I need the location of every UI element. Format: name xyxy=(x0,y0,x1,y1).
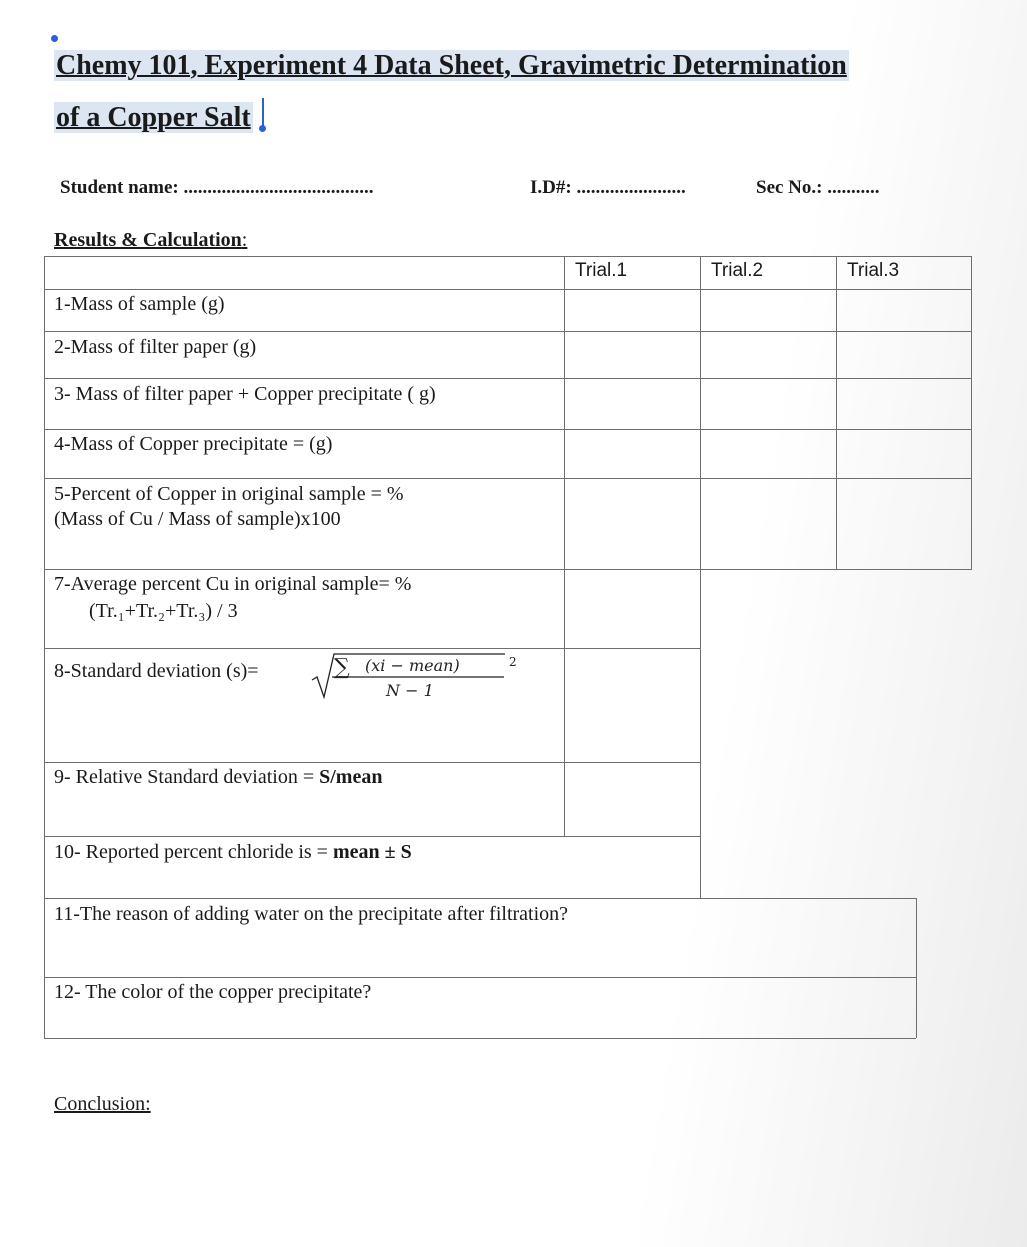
page-title[interactable] xyxy=(54,40,849,144)
table-rule xyxy=(836,256,837,569)
table-rule xyxy=(44,256,45,1038)
formula-exponent: 2 xyxy=(509,655,517,669)
rsd-formula: S/mean xyxy=(319,766,383,788)
reported-percent-label: 10- Reported percent chloride is = xyxy=(54,841,328,863)
standard-deviation-formula xyxy=(310,650,530,702)
row-percent-copper-formula: (Mass of Cu / Mass of sample)x100 xyxy=(54,508,341,530)
table-rule xyxy=(44,378,972,379)
table-rule xyxy=(44,1038,916,1039)
selection-cursor xyxy=(262,98,264,126)
header-trial-2: Trial.2 xyxy=(711,260,764,281)
header-trial-3: Trial.3 xyxy=(847,260,900,281)
row-mass-filter-paper: 2-Mass of filter paper (g) xyxy=(54,336,257,358)
row-relative-standard-deviation xyxy=(54,765,382,789)
table-rule xyxy=(44,289,972,290)
results-heading-text: Results & Calculation xyxy=(54,229,242,251)
reported-percent-formula: mean ± S xyxy=(332,841,412,863)
table-rule xyxy=(44,762,700,763)
row-mass-paper-plus-precipitate: 3- Mass of filter paper + Copper precipitate ( g) xyxy=(54,383,436,405)
table-rule xyxy=(916,898,917,1038)
header-trial-1: Trial.1 xyxy=(575,260,628,281)
section-number-label: Sec No.: ........... xyxy=(756,177,880,198)
row-mass-copper-precipitate: 4-Mass of Copper precipitate = (g) xyxy=(54,433,333,455)
row-standard-deviation: 8-Standard deviation (s)= xyxy=(54,660,259,682)
id-label: I.D#: ....................... xyxy=(530,177,686,198)
row-mass-of-sample: 1-Mass of sample (g) xyxy=(54,293,225,315)
table-rule xyxy=(700,256,701,898)
row-average-percent: 7-Average percent Cu in original sample= % xyxy=(54,573,412,595)
question-11: 11-The reason of adding water on the precipitate after filtration? xyxy=(54,903,569,925)
table-rule xyxy=(44,977,916,978)
results-heading xyxy=(54,229,247,252)
table-rule xyxy=(44,898,916,899)
results-heading-colon: : xyxy=(241,229,248,251)
row-percent-copper: 5-Percent of Copper in original sample = % xyxy=(54,483,404,505)
sigma-symbol: ∑ xyxy=(334,655,350,680)
table-rule xyxy=(44,478,972,479)
formula-numerator: (xi − mean) xyxy=(365,656,460,675)
table-rule xyxy=(44,836,700,837)
rsd-label: 9- Relative Standard deviation = xyxy=(54,766,315,788)
table-rule xyxy=(44,569,972,570)
student-name-label: Student name: ........................................ xyxy=(60,177,374,198)
table-rule xyxy=(564,256,565,836)
table-rule xyxy=(44,256,972,257)
title-line-1: Chemy 101, Experiment 4 Data Sheet, Gravimetric Determination xyxy=(56,50,847,81)
row-reported-percent xyxy=(54,840,412,864)
question-12: 12- The color of the copper precipitate? xyxy=(54,981,372,1003)
conclusion-heading: Conclusion: xyxy=(54,1093,151,1115)
table-rule xyxy=(971,256,972,569)
selection-end-handle[interactable] xyxy=(259,125,266,132)
title-line-2: of a Copper Salt xyxy=(56,102,251,133)
row-average-formula: (Tr.₁+Tr.₂+Tr.₃) / 3 xyxy=(89,600,238,622)
formula-denominator: N − 1 xyxy=(386,681,434,700)
table-rule xyxy=(44,648,700,649)
table-rule xyxy=(44,429,972,430)
selection-start-handle[interactable] xyxy=(51,35,58,42)
table-rule xyxy=(44,331,972,332)
